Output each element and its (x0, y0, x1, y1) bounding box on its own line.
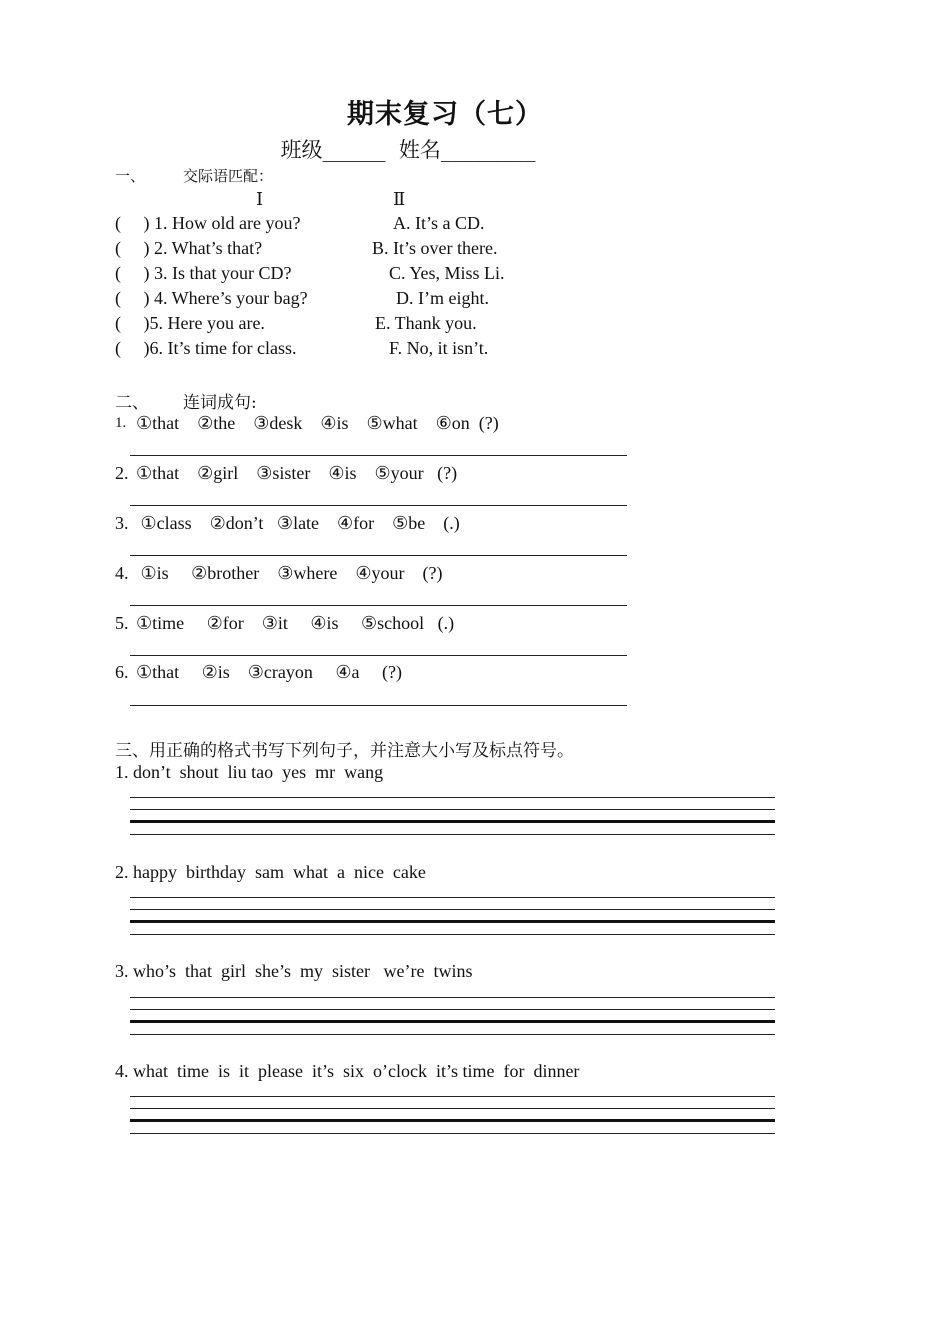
word-list: ①that ②the ③desk ④is ⑤what ⑥on (?) (136, 413, 499, 433)
match-question: ( ) 4. Where’s your bag? (115, 288, 308, 308)
page-title: 期末复习（七） (347, 99, 543, 130)
section1-number: 一、 (115, 169, 146, 185)
writing-baseline (130, 820, 775, 823)
section2-number: 二、 (115, 393, 149, 413)
sentence-prompt: 2. happy birthday sam what a nice cake (115, 862, 426, 882)
writing-line (130, 797, 775, 798)
match-answer: F. No, it isn’t. (389, 338, 489, 358)
match-question: ( ) 1. How old are you? (115, 213, 301, 233)
sentence-number: 1. (115, 415, 127, 431)
section2-heading: 连词成句: (183, 393, 257, 413)
answer-line (130, 555, 627, 556)
answer-line (130, 505, 627, 506)
answer-line (130, 605, 627, 606)
column-1-label: Ⅰ (256, 189, 264, 209)
word-list: ①class ②don’t ③late ④for ⑤be (.) (136, 513, 460, 533)
word-list: ①time ②for ③it ④is ⑤school (.) (136, 613, 455, 633)
writing-line (130, 934, 775, 935)
writing-line (130, 834, 775, 835)
writing-line (130, 1108, 775, 1109)
writing-line (130, 1133, 775, 1134)
section1-heading: 交际语匹配： (183, 169, 274, 185)
column-2-label: Ⅱ (393, 189, 406, 209)
writing-line (130, 897, 775, 898)
writing-line (130, 1009, 775, 1010)
sentence-prompt: 4. what time is it please it’s six o’clock it’s time for dinner (115, 1061, 580, 1081)
match-answer: C. Yes, Miss Li. (389, 263, 505, 283)
writing-line (130, 909, 775, 910)
sentence-number: 6. (115, 662, 129, 682)
writing-line (130, 1034, 775, 1035)
word-list: ①is ②brother ③where ④your (?) (136, 563, 443, 583)
sentence-prompt: 3. who’s that girl she’s my sister we’re twins (115, 961, 473, 981)
writing-baseline (130, 1020, 775, 1023)
answer-line (130, 705, 627, 706)
answer-line (130, 655, 627, 656)
sentence-number: 2. (115, 463, 129, 483)
match-answer: B. It’s over there. (372, 238, 498, 258)
sentence-prompt: 1. don’t shout liu tao yes mr wang (115, 762, 384, 782)
word-list: ①that ②is ③crayon ④a (?) (136, 662, 402, 682)
sentence-number: 5. (115, 613, 129, 633)
writing-line (130, 997, 775, 998)
match-question: ( )6. It’s time for class. (115, 338, 297, 358)
answer-line (130, 455, 627, 456)
sentence-number: 4. (115, 563, 129, 583)
sentence-number: 3. (115, 513, 129, 533)
writing-baseline (130, 1119, 775, 1122)
class-name-line: 班级______ 姓名_________ (280, 138, 536, 162)
section3-heading: 三、用正确的格式书写下列句子，并注意大小写及标点符号。 (115, 741, 574, 761)
match-question: ( ) 3. Is that your CD? (115, 263, 292, 283)
writing-line (130, 809, 775, 810)
match-answer: A. It’s a CD. (393, 213, 485, 233)
writing-line (130, 1096, 775, 1097)
match-question: ( ) 2. What’s that? (115, 238, 263, 258)
match-answer: E. Thank you. (375, 313, 477, 333)
match-answer: D. I’m eight. (396, 288, 489, 308)
word-list: ①that ②girl ③sister ④is ⑤your (?) (136, 463, 458, 483)
match-question: ( )5. Here you are. (115, 313, 265, 333)
writing-baseline (130, 920, 775, 923)
